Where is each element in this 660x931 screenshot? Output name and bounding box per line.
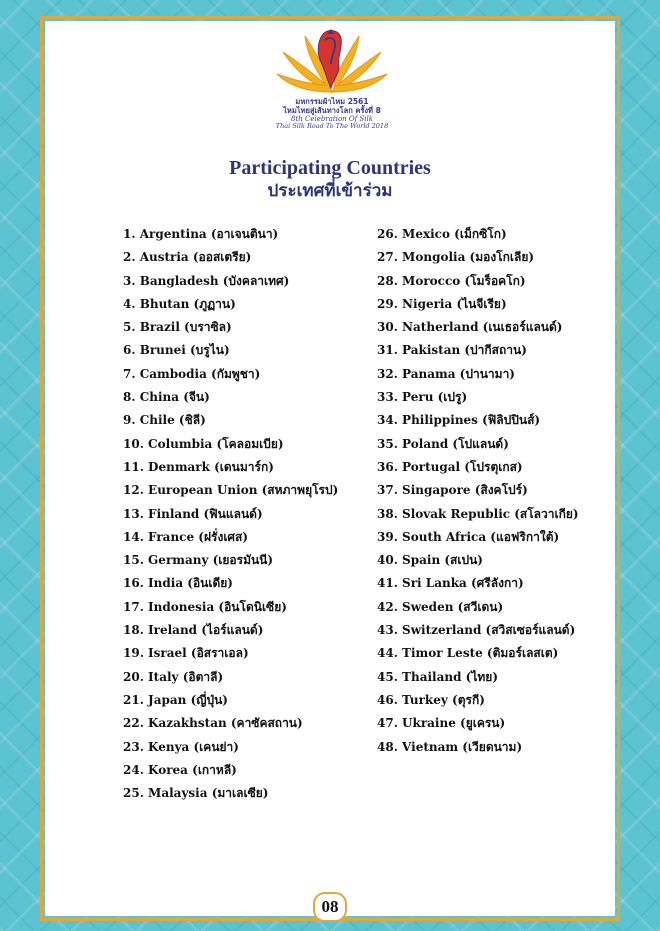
title-english: Participating Countries: [229, 157, 431, 179]
logo-text-line: 8th Celebration Of Silk: [291, 115, 373, 124]
logo-text-line: ไหมไทยสู่เส้นทางโลก ครั้งที่ 8: [283, 105, 381, 115]
country-item: 17. Indonesia (อินโดนิเซีย): [123, 599, 287, 614]
logo-text-line: มหกรรมผ้าไหม 2561: [295, 97, 369, 106]
country-item: 18. Ireland (ไอร์แลนด์): [123, 623, 264, 638]
country-item: 38. Slovak Republic (สโลวาเกีย): [377, 506, 579, 521]
country-item: 7. Cambodia (กัมพูชา): [123, 366, 261, 381]
country-item: 22. Kazakhstan (คาซัคสถาน): [123, 716, 303, 731]
country-item: 42. Sweden (สวีเดน): [377, 599, 504, 614]
country-item: 44. Timor Leste (ติมอร์เลสเต): [377, 646, 559, 661]
page-title: [45, 156, 615, 202]
country-item: 4. Bhutan (ภูฏาน): [123, 296, 236, 311]
country-item: 2. Austria (ออสเตรีย): [123, 250, 252, 265]
country-item: 26. Mexico (เม็กซิโก): [377, 227, 507, 241]
country-item: 12. European Union (สหภาพยุโรป): [123, 483, 339, 498]
country-item: 47. Ukraine (ยูเครน): [377, 716, 506, 731]
silk-flower-logo-icon: [273, 26, 391, 98]
page-number: 08: [313, 892, 347, 922]
country-item: 37. Singapore (สิงคโปร์): [377, 483, 528, 498]
country-item: 15. Germany (เยอรมันนี): [123, 553, 274, 568]
country-item: 31. Pakistan (ปากีสถาน): [377, 343, 527, 358]
country-item: 41. Sri Lanka (ศรีลังกา): [377, 576, 524, 591]
country-item: 9. Chile (ชิลี): [123, 413, 206, 428]
country-item: 32. Panama (ปานามา): [377, 366, 515, 381]
country-item: 40. Spain (สเปน): [377, 553, 483, 568]
country-item: 27. Mongolia (มองโกเลีย): [377, 250, 535, 265]
country-item: 3. Bangladesh (บังคลาเทศ): [123, 273, 290, 288]
country-item: 30. Natherland (เนเธอร์แลนด์): [377, 320, 563, 335]
country-item: 19. Israel (อิสราเอล): [123, 646, 249, 661]
country-item: 10. Columbia (โคลอมเบีย): [123, 436, 284, 451]
country-item: 35. Poland (โปแลนด์): [377, 436, 509, 451]
country-item: 23. Kenya (เคนย่า): [123, 739, 239, 754]
country-item: 24. Korea (เกาหลี): [123, 762, 237, 777]
country-item: 36. Portugal (โปรตุเกส): [377, 459, 523, 474]
country-item: 13. Finland (ฟินแลนด์): [123, 506, 263, 521]
event-logo: [273, 26, 391, 134]
country-item: 34. Philippines (ฟิลิปปินส์): [377, 413, 541, 428]
title-thai: ประเทศที่เข้าร่วม: [267, 181, 393, 201]
country-list-left: [123, 226, 338, 808]
country-item: 6. Brunei (บรูไน): [123, 343, 230, 358]
country-item: 21. Japan (ญี่ปุ่น): [123, 692, 228, 707]
country-item: 48. Vietnam (เวียดนาม): [377, 739, 523, 754]
country-item: 28. Morocco (โมร็อคโก): [377, 273, 526, 288]
country-item: 20. Italy (อิตาลี): [123, 669, 224, 684]
country-item: 46. Turkey (ตุรกี): [377, 692, 485, 707]
country-item: 39. South Africa (แอฟริกาใต้): [377, 529, 560, 544]
country-item: 16. India (อินเดีย): [123, 576, 233, 591]
country-item: 43. Switzerland (สวิสเซอร์แลนด์): [377, 623, 576, 638]
country-item: 14. France (ฝรั่งเศส): [123, 529, 249, 544]
country-item: 5. Brazil (บราซิล): [123, 320, 232, 335]
logo-text-line: Thai Silk Road To The World 2018: [275, 122, 389, 131]
country-item: 33. Peru (เปรู): [377, 390, 468, 405]
country-item: 1. Argentina (อาเจนตินา): [123, 227, 279, 241]
country-item: 29. Nigeria (ไนจีเรีย): [377, 296, 507, 311]
country-item: 25. Malaysia (มาเลเซีย): [123, 786, 269, 801]
country-item: 45. Thailand (ไทย): [377, 669, 499, 684]
country-item: 8. China (จีน): [123, 390, 210, 405]
country-item: 11. Denmark (เดนมาร์ก): [123, 459, 274, 474]
country-list-right: [377, 226, 579, 762]
